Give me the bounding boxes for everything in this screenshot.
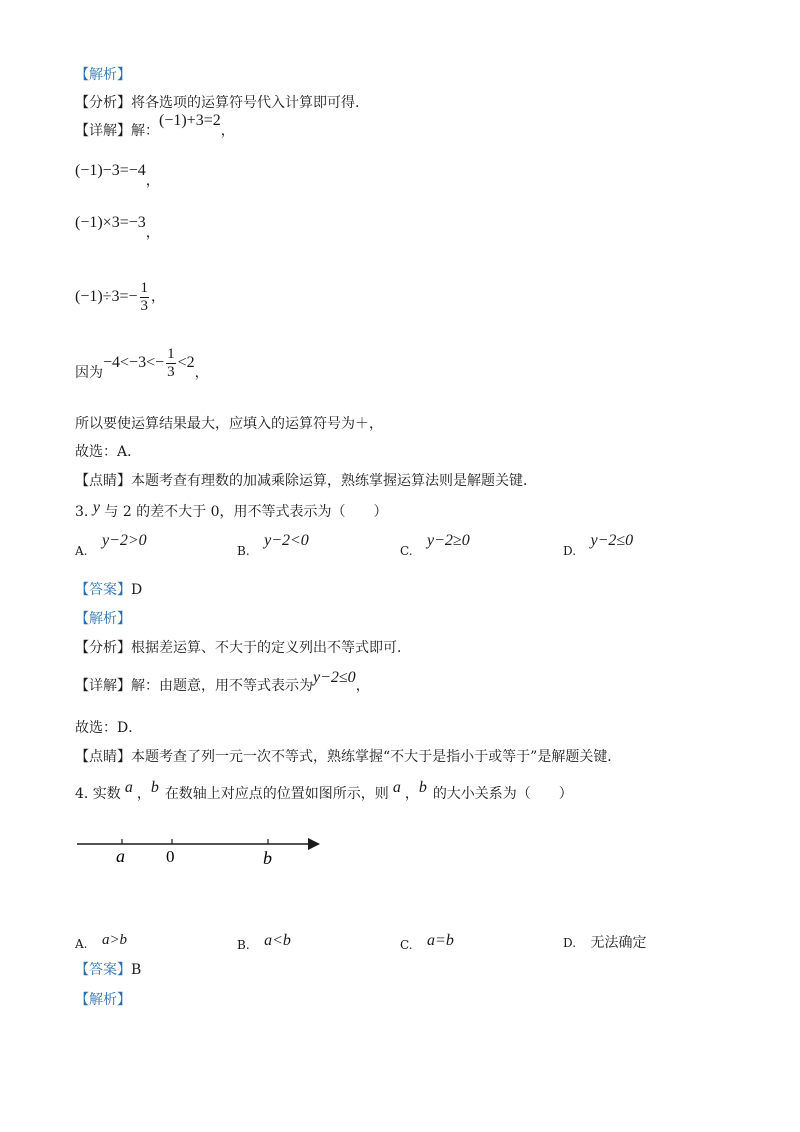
equation-4: (−1)÷3=− (75, 288, 138, 305)
equation-2: (−1)−3=−4 (75, 162, 146, 179)
variable-b: b (150, 779, 159, 796)
option-a[interactable]: A. y−2>0 (75, 532, 147, 558)
fraction-one-third: $\frac{1}{3}$ (140, 279, 149, 314)
fenxi-text: 将各选项的运算符号代入计算即可得. (131, 95, 360, 111)
question-text: 与 2 的差不大于 0，用不等式表示为（ ） (104, 504, 388, 520)
option-d[interactable]: D. y−2≤0 (563, 532, 634, 558)
comma: ， (145, 225, 160, 241)
answer-tag: 【答案】 (75, 582, 131, 598)
jiexi-heading-3: 【解析】 (75, 992, 131, 1008)
label-a: a (116, 846, 125, 866)
comma: ， (151, 289, 166, 305)
option-a[interactable]: A. a>b (75, 932, 128, 951)
variable-a: a (124, 779, 133, 796)
equation-4-line (75, 277, 165, 317)
variable-b: b (418, 779, 427, 796)
equation-3-line (75, 214, 160, 242)
inequality-right: <2 (177, 354, 195, 371)
answer-value: D (131, 582, 143, 598)
dianjing-text: 本题考查有理数的加减乘除运算，熟练掌握运算法则是解题关键． (131, 473, 537, 489)
option-b[interactable]: B. y−2<0 (237, 532, 309, 558)
choice-line-2: 故选：D． (75, 720, 143, 736)
variable-y: y (92, 499, 100, 516)
option-c[interactable]: C. y−2≥0 (400, 532, 470, 558)
fenxi-line-2: 【分析】根据差运算、不大于的定义列出不等式即可． (75, 640, 411, 656)
equation-3: (−1)×3=−3 (75, 214, 146, 231)
equation-2-line (75, 162, 160, 190)
dianjing-line-2: 【点睛】本题考查了列一元一次不等式，熟练掌握“不大于是指小于或等于”是解题关键． (75, 749, 622, 765)
axis-arrow (308, 838, 320, 850)
question-4-stem: 4. 实数 a ，b 在数轴上对应点的位置如图所示，则 a ，b 的大小关系为（ ） (75, 779, 573, 802)
conclusion-line: 所以要使运算结果最大，应填入的运算符号为＋， (75, 416, 383, 432)
xiangjie-text: 解： (131, 123, 159, 139)
fenxi-line-1 (75, 94, 359, 112)
jiexi-heading-1: 【解析】 (75, 67, 131, 83)
dianjing-tag: 【点睛】 (75, 473, 131, 489)
comma: ， (145, 173, 160, 189)
option-b[interactable]: B. a<b (237, 932, 291, 952)
answer-line-4 (75, 961, 141, 979)
option-d[interactable]: D. 无法确定 (563, 935, 647, 951)
fenxi-tag: 【分析】 (75, 95, 131, 111)
xiangjie-line-1 (75, 112, 235, 140)
dianjing-line-1 (75, 472, 537, 490)
equation-1: (−1)+3=2 (159, 112, 221, 129)
answer-tag: 【答案】 (75, 962, 131, 978)
inequality-left: −4<−3<− (103, 354, 165, 371)
label-zero: 0 (166, 847, 175, 866)
variable-a: a (392, 779, 401, 796)
question-number: 3. (75, 504, 89, 520)
comma: ， (194, 365, 209, 381)
question-3-stem (75, 499, 388, 521)
comma: ， (220, 123, 235, 139)
fraction-one-third: $\frac{1}{3}$ (167, 345, 175, 380)
answer-value: B (131, 962, 142, 978)
inequality-expr: y−2≤0 (313, 669, 356, 686)
because-text: 因为 (75, 365, 103, 381)
xiangjie-tag: 【详解】 (75, 123, 131, 139)
label-b: b (263, 848, 272, 868)
jiexi-heading-2: 【解析】 (75, 611, 131, 627)
inequality-line (75, 343, 209, 383)
answer-line-3 (75, 581, 142, 599)
choice-line-1: 故选：A． (75, 444, 142, 460)
option-c[interactable]: C. a=b (400, 932, 454, 952)
xiangjie-line-2: 【详解】解：由题意，用不等式表示为y−2≤0， (75, 669, 370, 694)
number-line-diagram (70, 826, 340, 872)
